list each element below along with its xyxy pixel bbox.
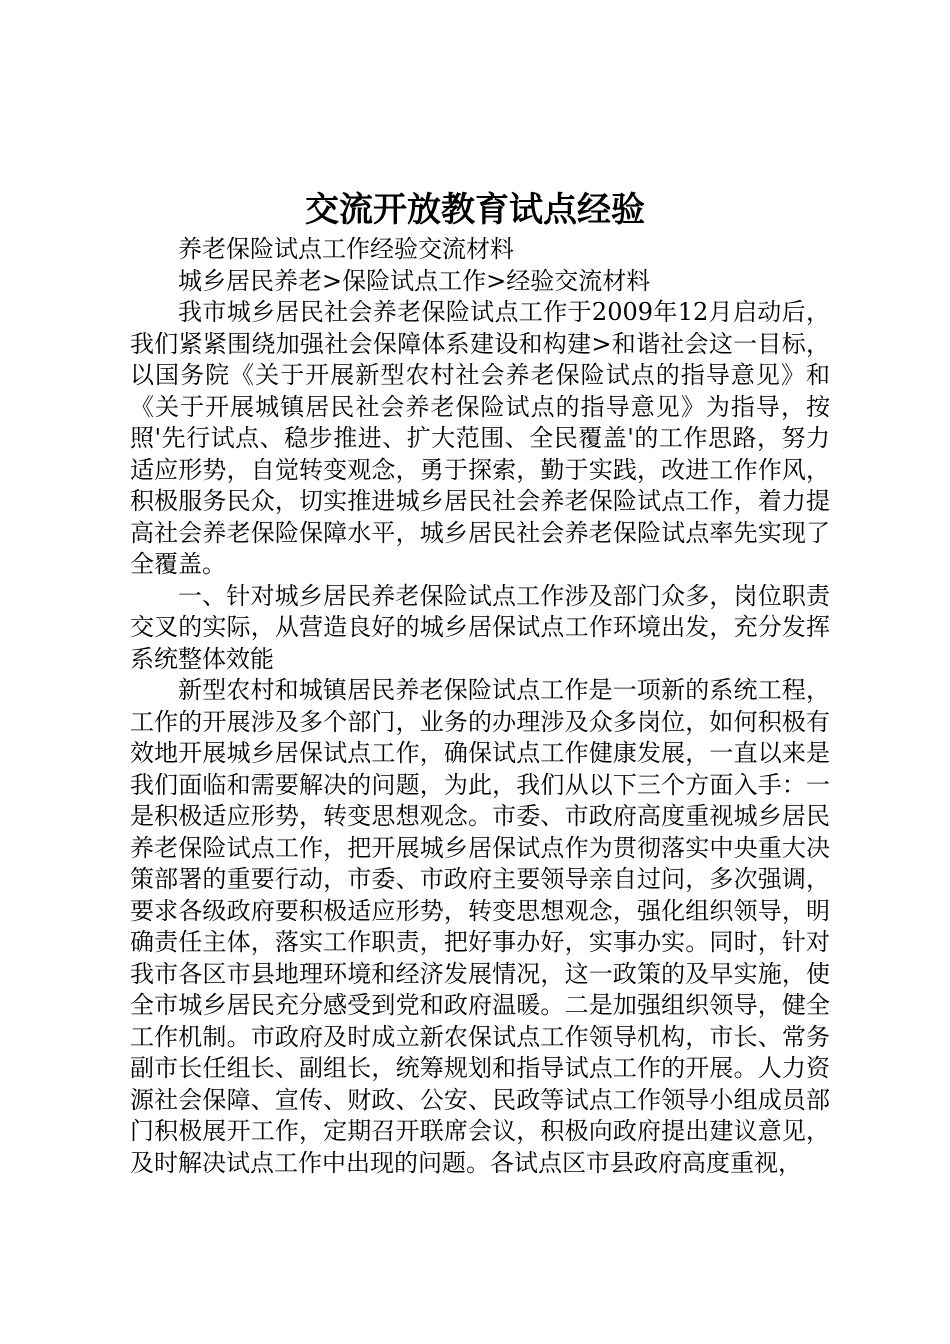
subtitle-line: 养老保险试点工作经验交流材料 xyxy=(178,235,514,263)
intro-paragraph: 我市城乡居民社会养老保险试点工作于2009年12月启动后，我们紧紧围绕加强社会保障体系建设和构建>和谐社会这一目标，以国务院《关于开展新型农村社会养老保险试点的指导意见》和《关于开展城镇居民社会养老保险试点的指导意见》为指导，按照'先行试点、稳步推进、扩大范围、全民覆盖'的工作思路，努力适应形势，自觉转变观念，勇于探索，勤于实践，改进工作作风，积极服务民众，切实推进城乡居民社会养老保险试点工作，着力提高社会养老保险保障水平，城乡居民社会养老保险试点率先实现了全覆盖。 xyxy=(130,298,830,578)
breadcrumb-line: 城乡居民养老>保险试点工作>经验交流材料 xyxy=(178,266,651,295)
body-paragraph: 新型农村和城镇居民养老保险试点工作是一项新的系统工程，工作的开展涉及多个部门，业务的办理涉及众多岗位，如何积极有效地开展城乡居保试点工作，确保试点工作健康发展，一直以来是我们面临和需要解决的问题，为此，我们从以下三个方面入手：一是积极适应形势，转变思想观念。市委、市政府高度重视城乡居民养老保险试点工作，把开展城乡居保试点作为贯彻落实中央重大决策部署的重要行动，市委、市政府主要领导亲自过问，多次强调，要求各级政府要积极适应形势，转变思想观念，强化组织领导，明确责任主体，落实工作职责，把好事办好，实事办实。同时，针对我市各区市县地理环境和经济发展情况，这一政策的及早实施，使全市城乡居民充分感受到党和政府温暖。二是加强组织领导，健全工作机制。市政府及时成立新农保试点工作领导机构，市长、常务副市长任组长、副组长，统筹规划和指导试点工作的开展。人力资源社会保障、宣传、财政、公安、民政等试点工作领导小组成员部门积极展开工作，定期召开联席会议，积极向政府提出建议意见，及时解决试点工作中出现的问题。各试点区市县政府高度重视， xyxy=(130,676,830,1177)
section-heading: 一、针对城乡居民养老保险试点工作涉及部门众多，岗位职责交叉的实际，从营造良好的城乡居保试点工作环境出发，充分发挥系统整体效能 xyxy=(130,581,830,673)
document-body xyxy=(130,234,830,1179)
document-title: 交流开放教育试点经验 xyxy=(305,190,645,230)
